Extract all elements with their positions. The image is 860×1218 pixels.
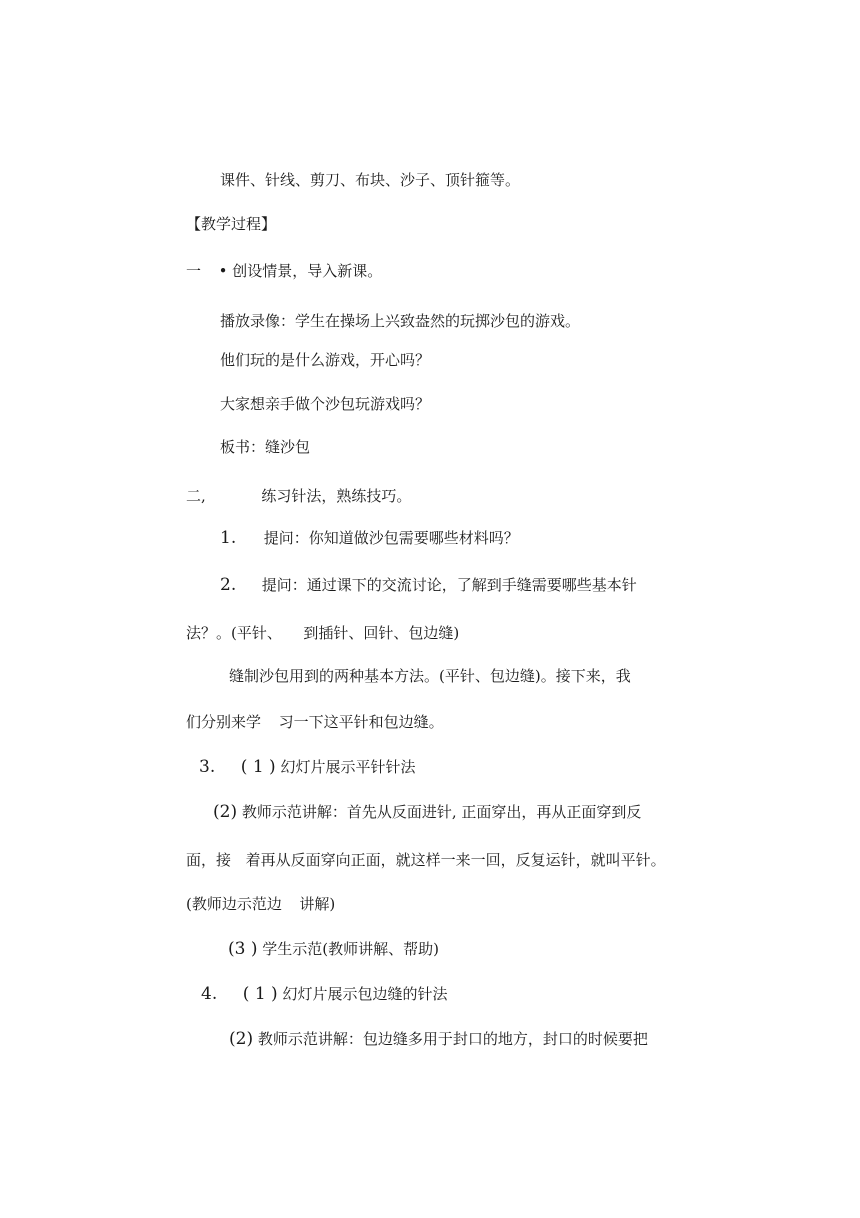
section1-bullet: •	[218, 262, 228, 280]
s1-line-text: 大家想亲手做个沙包玩游戏吗？	[220, 395, 431, 413]
item3-sub3-number: (3 )	[228, 939, 258, 959]
item3-sub2-line3-b: 讲解)	[299, 895, 336, 913]
item1	[220, 528, 519, 548]
item1-text: 提问：你知道做沙包需要哪些材料吗？	[263, 529, 519, 547]
methods-para-line1	[229, 666, 631, 686]
item3-sub1	[199, 757, 415, 777]
item4-sub2-text: 教师示范讲解：包边缝多用于封口的地方，封口的时候要把	[257, 1030, 648, 1048]
section2-title: 练习针法，熟练技巧。	[261, 487, 412, 505]
item3-sub2-line3-a: (教师边示范边	[186, 895, 282, 913]
item3-sub2-text: 教师示范讲解：首先从反面进针, 正面穿出，再从正面穿到反	[241, 803, 642, 821]
item2-cont-a: 法？。(平针、	[186, 624, 282, 642]
item3-sub2-number: (2)	[213, 802, 238, 822]
item1-number: 1.	[220, 528, 237, 548]
section1-title: 创设情景，导入新课。	[232, 262, 383, 280]
s1-line-video	[220, 311, 580, 331]
section1-number: 一	[186, 262, 202, 280]
item3-sub2-line3	[186, 894, 335, 914]
methods-text-b: 习一下这平针和包边缝。	[278, 713, 444, 731]
item4-sub2	[229, 1029, 648, 1049]
item3-sub2-line2-a: 面，接	[186, 851, 232, 869]
item3-number: 3.	[199, 757, 216, 777]
section1-heading	[186, 261, 382, 281]
s1-line-text: 播放录像：学生在操场上兴致盎然的玩掷沙包的游戏。	[220, 312, 581, 330]
item4-sub1	[201, 984, 447, 1004]
item4-sub1-number: ( 1 )	[242, 984, 278, 1004]
materials-text: 课件、针线、剪刀、布块、沙子、顶针箍等。	[220, 171, 521, 189]
item2-continuation	[186, 623, 459, 643]
process-heading	[186, 214, 276, 234]
section2-heading	[186, 486, 411, 506]
item3-sub1-number: ( 1 )	[240, 757, 276, 777]
item3-sub1-text: 幻灯片展示平针针法	[280, 758, 416, 776]
section2-number: 二,	[186, 487, 206, 505]
item3-sub3-text: 学生示范(教师讲解、帮助)	[262, 940, 439, 958]
item3-sub2	[213, 802, 641, 822]
item2-text: 提问：通过课下的交流讨论，了解到手缝需要哪些基本针	[261, 576, 637, 594]
s1-line-question1	[220, 350, 430, 370]
item4-number: 4.	[201, 984, 218, 1004]
item3-sub2-line2-b: 着再从反面穿向正面，就这样一来一回，反复运针，就叫平针。	[245, 851, 666, 869]
s1-line-board	[220, 437, 310, 457]
methods-para-line2	[186, 712, 444, 732]
item4-sub2-number: (2)	[229, 1029, 254, 1049]
methods-text-a: 们分别来学	[186, 713, 262, 731]
item3-sub2-line2	[186, 850, 666, 870]
materials-line	[220, 170, 520, 190]
process-heading-text: 【教学过程】	[186, 215, 277, 233]
methods-text: 缝制沙包用到的两种基本方法。(平针、包边缝)。接下来，我	[229, 667, 631, 685]
item4-sub1-text: 幻灯片展示包边缝的针法	[282, 985, 448, 1003]
s1-line-text: 他们玩的是什么游戏，开心吗？	[220, 351, 431, 369]
s1-line-question2	[220, 394, 430, 414]
item2-cont-b: 到插针、回针、包边缝)	[303, 624, 460, 642]
item2-number: 2.	[220, 575, 237, 595]
s1-line-text: 板书：缝沙包	[220, 438, 311, 456]
item3-sub3	[228, 939, 439, 959]
item2	[220, 575, 637, 595]
